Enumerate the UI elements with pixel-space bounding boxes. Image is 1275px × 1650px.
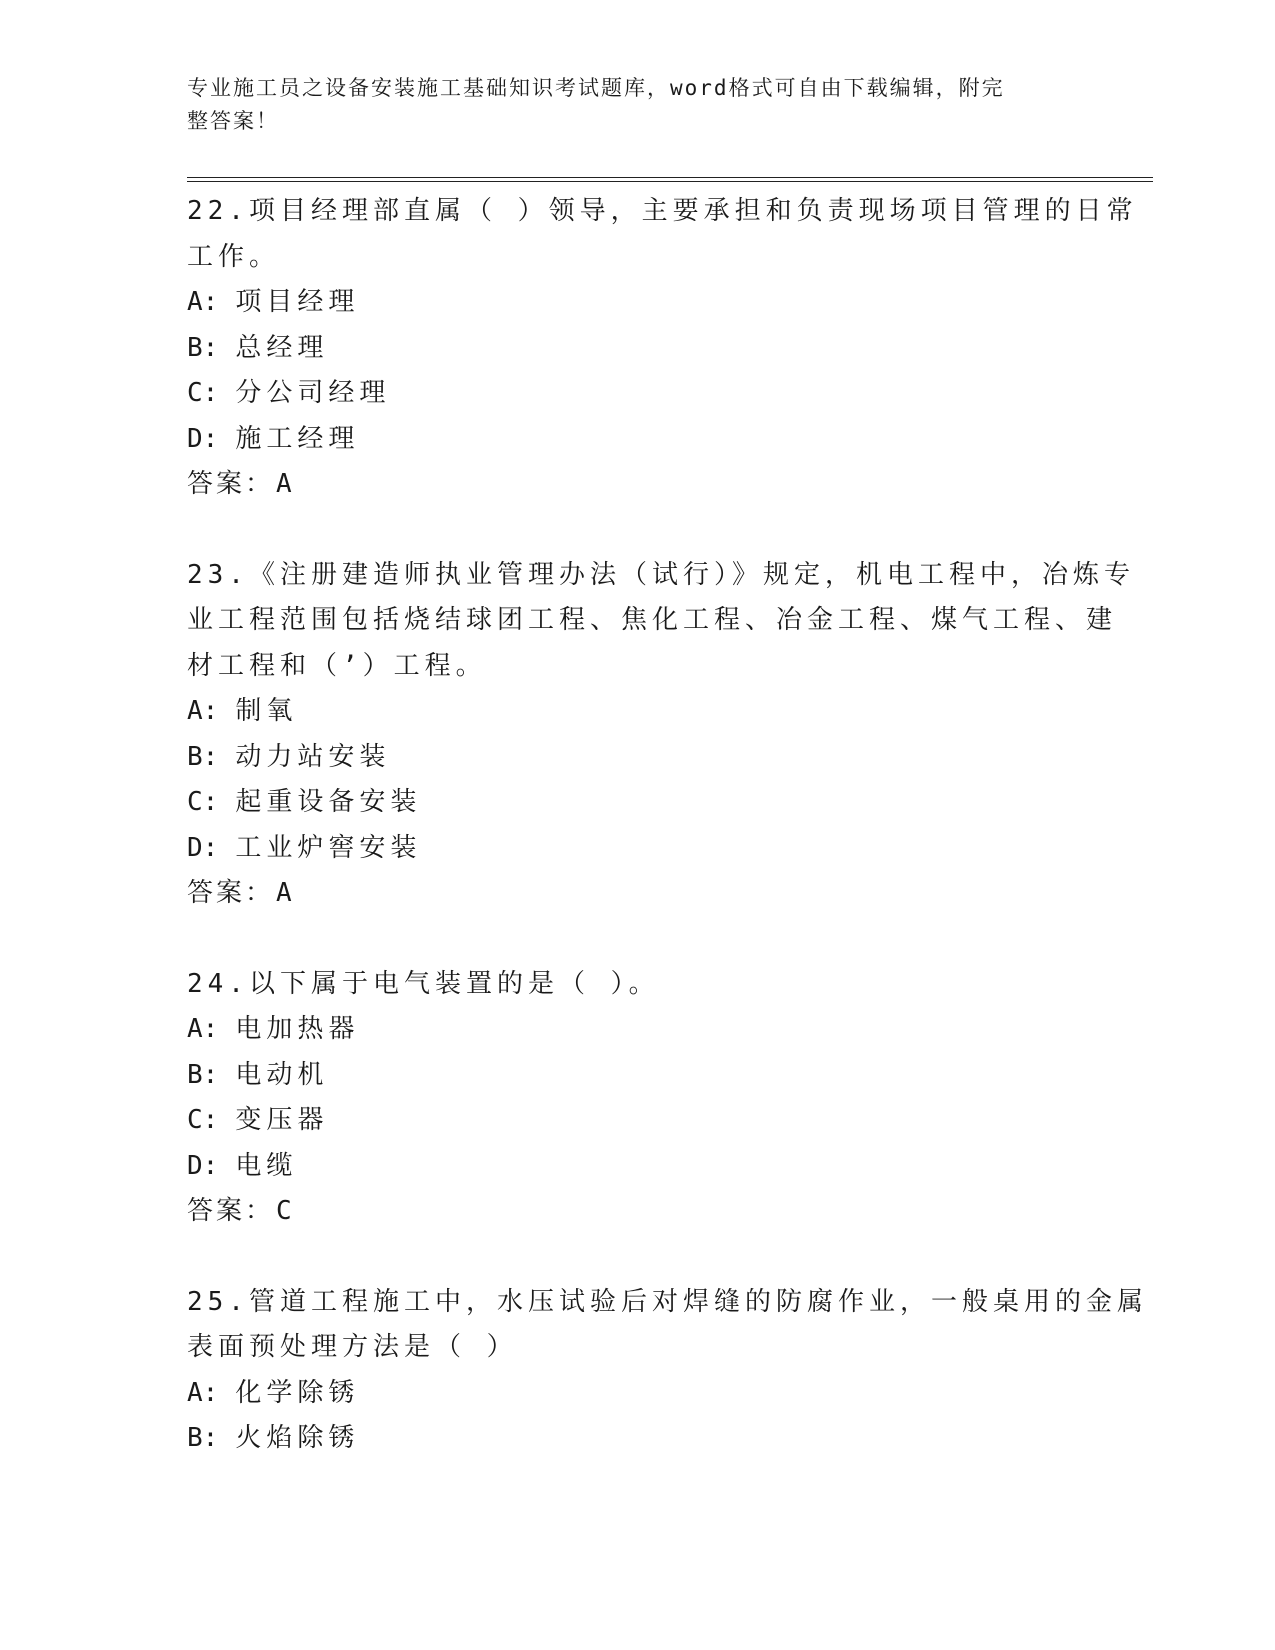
option-key: B <box>187 741 203 772</box>
option-separator: : <box>202 1423 224 1453</box>
question-text-line: 25.管道工程施工中，水压试验后对焊缝的防腐作业，一般桌用的金属 <box>187 1286 1148 1317</box>
answer-label: 答案： <box>187 878 275 908</box>
question-text-line: 22.项目经理部直属（ ）领导，主要承担和负责现场项目管理的日常 <box>187 196 1138 226</box>
option-c <box>187 1098 1087 1144</box>
option-separator: : <box>202 1059 224 1090</box>
header-line-1: 专业施工员之设备安装施工基础知识考试题库，word格式可自由下载编辑，附完 <box>187 76 1005 100</box>
option-key: C <box>187 787 203 817</box>
question-text-line: 业工程范围包括烧结球团工程、焦化工程、冶金工程、煤气工程、建 <box>187 605 1118 635</box>
question-24 <box>187 962 1087 1235</box>
option-key: A <box>187 696 203 726</box>
answer-line <box>187 1189 1087 1235</box>
question-text-line: 24.以下属于电气装置的是（ ）。 <box>187 968 660 999</box>
answer-value: C <box>276 1196 292 1226</box>
option-b <box>187 735 1087 781</box>
option-key: A <box>187 1014 203 1044</box>
option-separator: : <box>202 696 224 726</box>
question-text-line: 材工程和（’）工程。 <box>187 650 487 681</box>
option-d <box>187 1144 1087 1190</box>
option-a <box>187 1371 1087 1417</box>
option-text: 分公司经理 <box>235 378 391 408</box>
answer-label: 答案： <box>187 1196 275 1226</box>
option-key: C <box>187 1105 203 1135</box>
option-separator: : <box>202 741 224 772</box>
option-key: D <box>187 1150 203 1181</box>
option-a <box>187 689 1087 735</box>
option-separator: : <box>202 1150 224 1181</box>
option-separator: : <box>202 332 224 363</box>
option-separator: : <box>202 287 224 317</box>
option-text: 动力站安装 <box>235 741 391 772</box>
answer-value: A <box>276 469 292 499</box>
question-text-line: 工作。 <box>187 241 281 272</box>
option-text: 火焰除锈 <box>235 1423 360 1453</box>
option-a <box>187 280 1087 326</box>
option-separator: : <box>202 832 224 863</box>
option-separator: : <box>202 1377 224 1408</box>
option-text: 变压器 <box>235 1105 329 1135</box>
option-text: 总经理 <box>235 332 329 363</box>
option-key: A <box>187 1377 203 1408</box>
option-text: 工业炉窖安装 <box>235 832 422 863</box>
document-header <box>187 72 1067 138</box>
option-key: A <box>187 287 203 317</box>
question-list <box>187 189 1148 1507</box>
option-text: 电加热器 <box>235 1014 360 1044</box>
option-key: B <box>187 332 203 363</box>
option-text: 施工经理 <box>235 423 360 454</box>
option-key: B <box>187 1423 203 1453</box>
option-key: B <box>187 1059 203 1090</box>
header-rule-top <box>187 177 1153 178</box>
option-separator: : <box>202 787 224 817</box>
header-line-2: 整答案！ <box>187 109 279 133</box>
option-b <box>187 1416 1087 1462</box>
option-b <box>187 326 1087 372</box>
question-text-line: 23.《注册建造师执业管理办法（试行）》规定，机电工程中，冶炼专 <box>187 559 1135 590</box>
option-d <box>187 826 1087 872</box>
option-key: D <box>187 832 203 863</box>
option-separator: : <box>202 1105 224 1135</box>
option-c <box>187 371 1087 417</box>
option-text: 制氧 <box>235 696 298 726</box>
option-text: 项目经理 <box>235 287 360 317</box>
option-text: 化学除锈 <box>235 1377 360 1408</box>
answer-value: A <box>276 878 292 908</box>
option-key: D <box>187 423 203 454</box>
option-separator: : <box>202 1014 224 1044</box>
answer-line <box>187 462 1087 508</box>
option-text: 起重设备安装 <box>235 787 422 817</box>
header-rule-bottom <box>187 181 1153 182</box>
option-text: 电动机 <box>235 1059 329 1090</box>
option-key: C <box>187 378 203 408</box>
option-text: 电缆 <box>235 1150 298 1181</box>
option-separator: : <box>202 378 224 408</box>
question-22 <box>187 189 1138 508</box>
question-text-line: 表面预处理方法是（ ） <box>187 1332 518 1362</box>
option-a <box>187 1007 1087 1053</box>
option-d <box>187 417 1087 463</box>
option-b <box>187 1053 1087 1099</box>
option-c <box>187 780 1087 826</box>
question-23 <box>187 553 1135 917</box>
option-separator: : <box>202 423 224 454</box>
answer-line <box>187 871 1087 917</box>
question-25 <box>187 1280 1148 1462</box>
answer-label: 答案： <box>187 469 275 499</box>
